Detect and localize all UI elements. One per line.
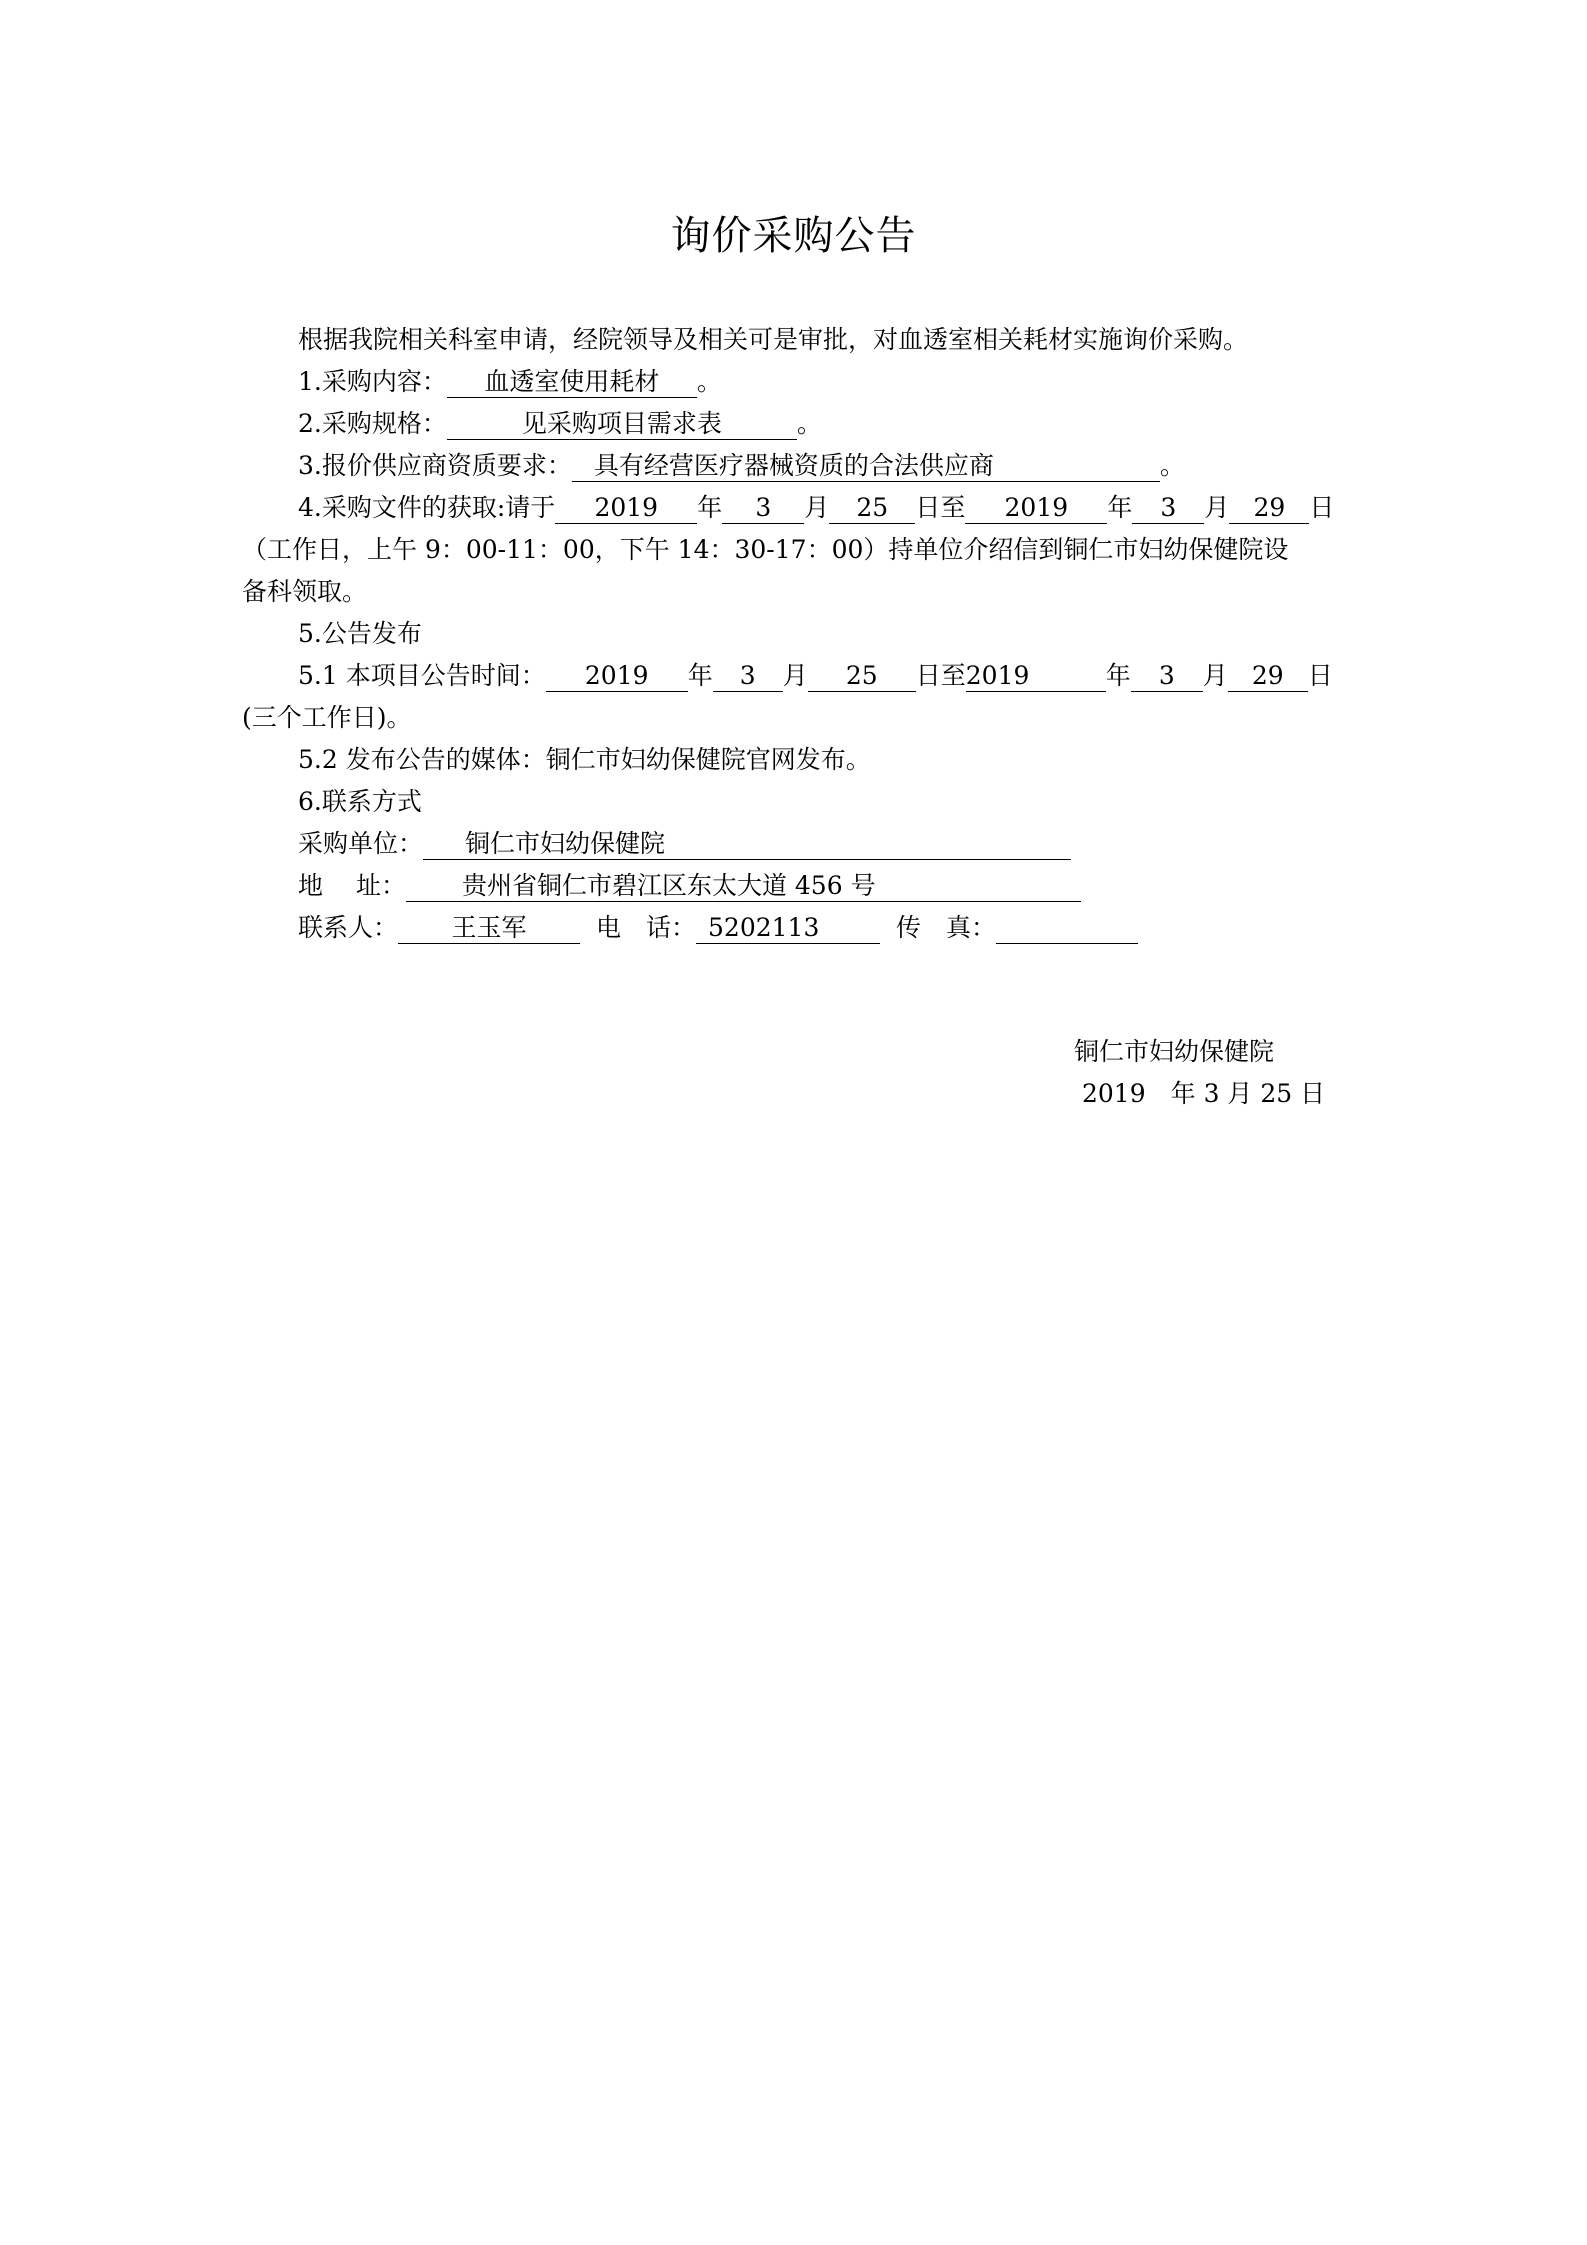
month-text: 月	[782, 661, 808, 690]
day-to-text: 日至	[915, 493, 966, 522]
contact-address-value: 贵州省铜仁市碧江区东太大道 456 号	[406, 871, 1081, 902]
start-day: 25	[829, 493, 915, 524]
contact-phone-label: 电 话：	[596, 913, 697, 942]
month-text: 月	[1204, 493, 1230, 522]
item-procurement-spec	[298, 404, 822, 444]
month-text: 月	[1202, 661, 1228, 690]
start-month: 3	[713, 661, 783, 692]
item-label: 3.报价供应商资质要求：	[298, 451, 572, 480]
item-supplier-qualification	[298, 446, 1185, 486]
item-end: 。	[796, 409, 822, 438]
contact-address-label: 地 址：	[298, 871, 406, 900]
start-day: 25	[808, 661, 916, 692]
item-announcement-period-line2: (三个工作日)。	[242, 703, 412, 732]
contact-address	[298, 866, 1081, 906]
intro-paragraph: 根据我院相关科室申请，经院领导及相关可是审批，对血透室相关耗材实施询价采购。	[298, 325, 1249, 354]
contact-person-value: 王玉军	[398, 913, 580, 944]
document-title: 询价采购公告	[670, 213, 917, 259]
contact-unit	[298, 824, 1071, 864]
end-year: 2019	[966, 661, 1106, 692]
item-value: 具有经营医疗器械资质的合法供应商	[572, 451, 1160, 482]
end-day: 29	[1229, 493, 1309, 524]
item-label: 1.采购内容：	[298, 367, 447, 396]
contact-person-row	[298, 908, 1138, 948]
contact-phone-value: 5202113	[696, 913, 880, 944]
start-year: 2019	[546, 661, 688, 692]
day-text: 日	[1309, 493, 1335, 522]
item-document-acquisition-line2: （工作日，上午 9：00-11：00，下午 14：30-17：00）持单位介绍信到铜仁市妇幼保健院设	[242, 535, 1289, 564]
end-year: 2019	[965, 493, 1107, 524]
item-document-acquisition	[298, 488, 1334, 528]
end-month: 3	[1132, 493, 1204, 524]
year-text: 年	[687, 661, 713, 690]
item-end: 。	[1159, 451, 1185, 480]
item-contact-heading: 6.联系方式	[298, 787, 422, 816]
item-announcement-period	[298, 656, 1333, 696]
contact-person-label: 联系人：	[298, 913, 399, 942]
end-day: 29	[1228, 661, 1308, 692]
contact-fax-value	[996, 913, 1138, 944]
item-label: 5.1 本项目公告时间：	[298, 661, 546, 690]
contact-fax-label: 传 真：	[896, 913, 997, 942]
contact-unit-label: 采购单位：	[298, 829, 424, 858]
item-announcement: 5.公告发布	[298, 619, 422, 648]
item-value: 血透室使用耗材	[447, 367, 697, 398]
day-text: 日	[1307, 661, 1333, 690]
start-month: 3	[722, 493, 804, 524]
item-announcement-media: 5.2 发布公告的媒体：铜仁市妇幼保健院官网发布。	[298, 745, 871, 774]
start-year: 2019	[555, 493, 697, 524]
item-label: 2.采购规格：	[298, 409, 447, 438]
month-text: 月	[804, 493, 830, 522]
item-end: 。	[696, 367, 722, 396]
contact-unit-value: 铜仁市妇幼保健院	[423, 829, 1071, 860]
signature-date: 2019 年 3 月 25 日	[1082, 1079, 1326, 1108]
year-text: 年	[1105, 661, 1131, 690]
day-to-text: 日至	[915, 661, 966, 690]
end-month: 3	[1131, 661, 1203, 692]
year-text: 年	[1107, 493, 1133, 522]
item-value: 见采购项目需求表	[447, 409, 797, 440]
item-document-acquisition-line3: 备科领取。	[242, 577, 368, 606]
item-procurement-content	[298, 362, 722, 402]
year-text: 年	[697, 493, 723, 522]
signature-org: 铜仁市妇幼保健院	[1074, 1037, 1275, 1066]
item-label: 4.采购文件的获取:请于	[298, 493, 556, 522]
